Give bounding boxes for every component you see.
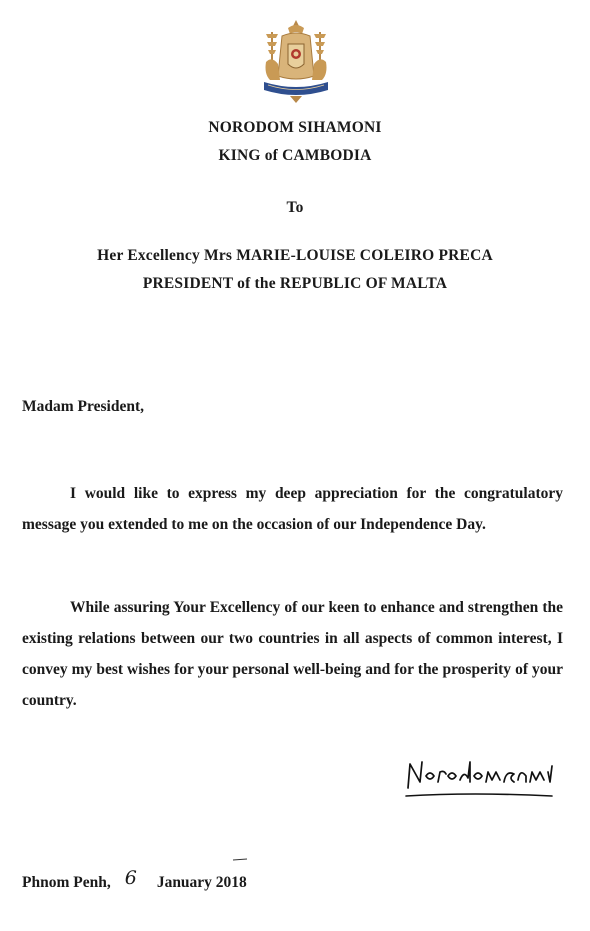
sender-title: KING of CAMBODIA [218, 147, 372, 164]
sender-name: NORODOM SIHAMONI [208, 119, 382, 136]
paragraph-appreciation: I would like to express my deep appreciation for the congratulatory message you extended to me on the occasion of our Independence Day. [22, 485, 563, 533]
to-label: To [286, 199, 304, 216]
handwritten-day: 6 [124, 867, 137, 889]
date-line [22, 867, 247, 892]
month-year: January 2018 [156, 874, 247, 891]
handwritten-signature-icon [402, 752, 558, 802]
date-mark [232, 858, 248, 861]
recipient-line-1: Her Excellency Mrs MARIE-LOUISE COLEIRO PRECA [97, 247, 493, 264]
royal-coat-of-arms-icon [258, 18, 334, 104]
salutation: Madam President, [22, 398, 144, 415]
paragraph-wishes: While assuring Your Excellency of our keen to enhance and strengthen the existing relations between our two countries in all aspects of common interest, I convey my best wishes for your personal well-being and for the prosperity of your country. [22, 599, 563, 709]
place: Phnom Penh, [22, 874, 111, 891]
recipient-line-2: PRESIDENT of the REPUBLIC OF MALTA [142, 275, 448, 292]
